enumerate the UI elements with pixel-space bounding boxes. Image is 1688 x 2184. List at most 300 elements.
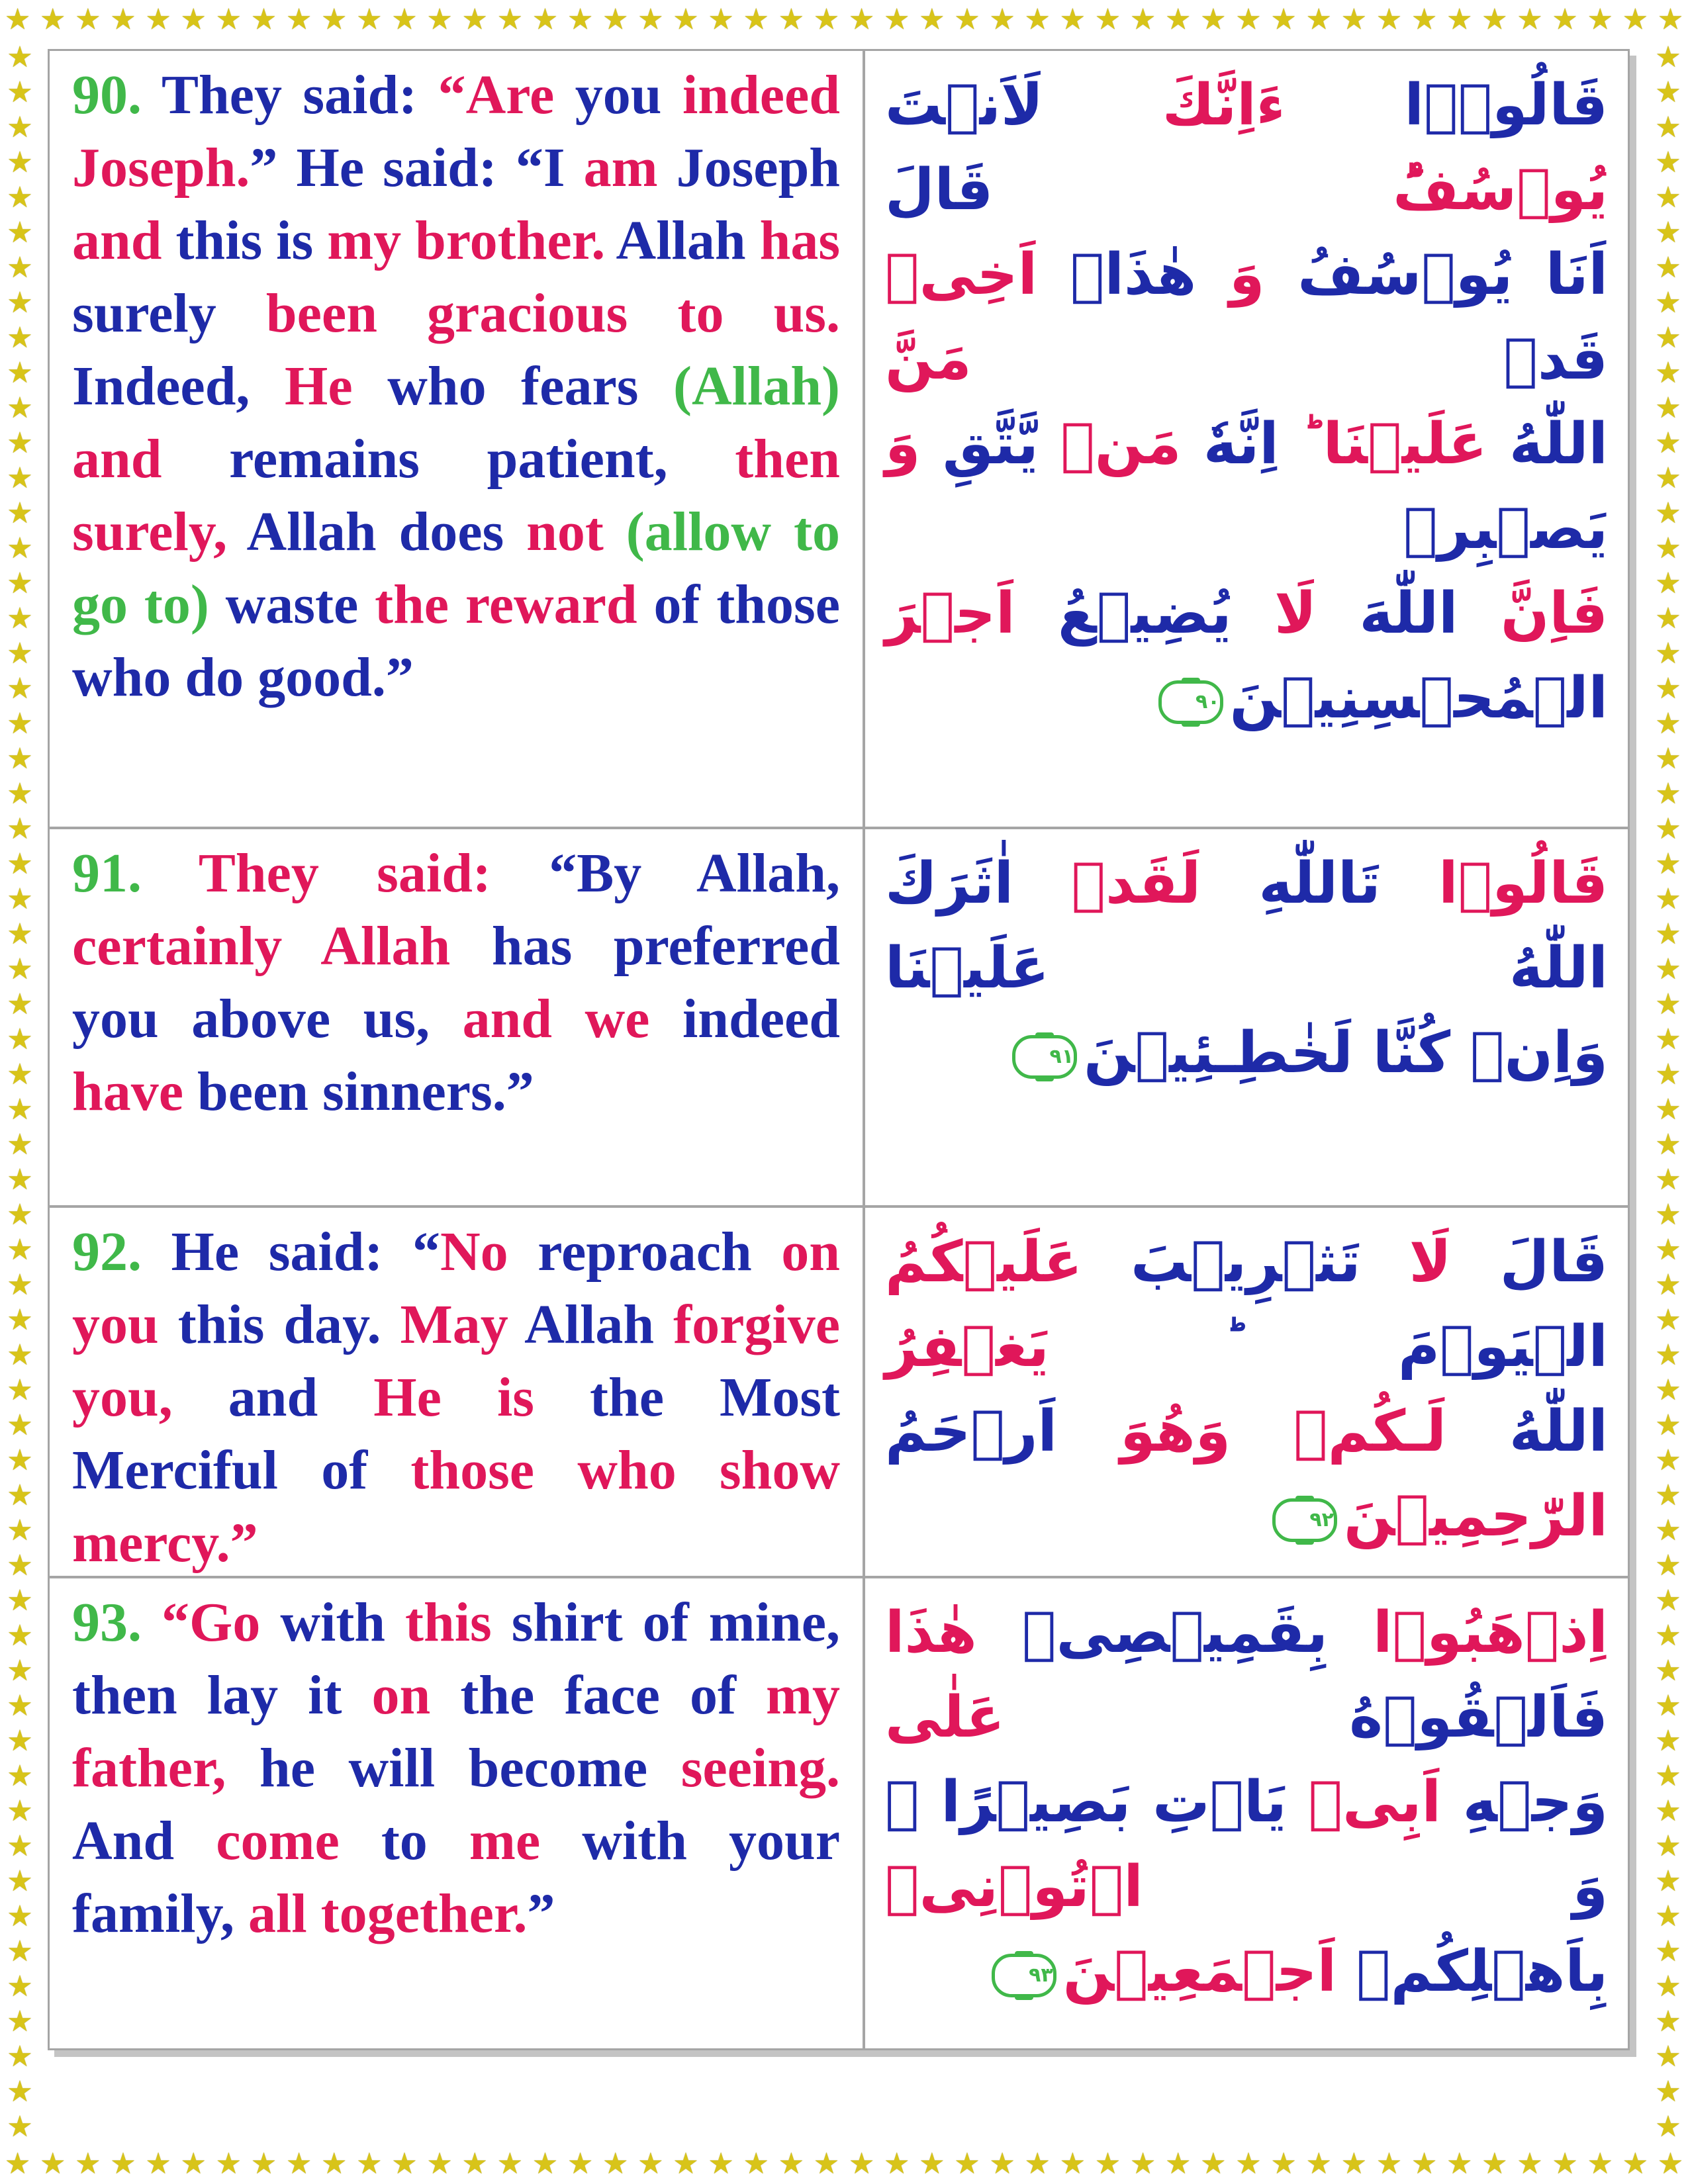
star-icon: ★ <box>1655 390 1681 425</box>
english-segment: not <box>526 501 604 563</box>
english-segment <box>282 915 320 977</box>
english-segment: who fears <box>352 355 674 417</box>
star-icon: ★ <box>637 2147 664 2181</box>
english-segment: has preferred you above us, <box>72 915 840 1050</box>
star-icon: ★ <box>7 952 33 986</box>
star-icon: ★ <box>7 1513 33 1547</box>
arabic-line <box>885 1220 1608 1389</box>
star-icon: ★ <box>426 3 453 36</box>
verse-end-marker: ٩٠ <box>1158 680 1223 724</box>
english-segment: ” <box>527 1883 555 1944</box>
english-segment: forgive you, <box>72 1294 840 1428</box>
english-segment: and <box>172 1367 374 1428</box>
star-icon: ★ <box>1200 3 1227 36</box>
star-icon: ★ <box>1655 987 1681 1021</box>
english-segment: shirt of mine, then lay it <box>72 1592 840 1726</box>
star-icon: ★ <box>883 2147 910 2181</box>
star-icon: ★ <box>1411 2147 1438 2181</box>
star-icon: ★ <box>743 2147 769 2181</box>
star-icon: ★ <box>7 1443 33 1477</box>
arabic-word: اٰثَرَكَ <box>885 850 1014 917</box>
star-icon: ★ <box>7 1829 33 1863</box>
english-segment: “By Allah, <box>491 842 840 904</box>
star-icon: ★ <box>7 180 33 214</box>
star-icon: ★ <box>285 3 312 36</box>
english-segment: Allah does <box>227 501 527 563</box>
star-icon: ★ <box>673 2147 699 2181</box>
english-segment: They said: <box>161 64 438 126</box>
english-segment: come <box>216 1810 340 1872</box>
star-icon: ★ <box>1655 461 1681 495</box>
star-icon: ★ <box>1622 2147 1649 2181</box>
verse-row <box>50 1576 1628 2048</box>
star-icon: ★ <box>250 2147 277 2181</box>
star-icon: ★ <box>7 145 33 179</box>
arabic-word: اَجۡمَعِيۡنَ <box>1062 1938 1337 2005</box>
star-icon: ★ <box>461 2147 488 2181</box>
star-icon: ★ <box>1059 3 1086 36</box>
star-icon: ★ <box>285 2147 312 2181</box>
star-icon: ★ <box>1481 2147 1508 2181</box>
arabic-word: اَجۡرَ <box>885 580 1015 647</box>
star-icon: ★ <box>1655 1829 1681 1863</box>
star-icon: ★ <box>1305 2147 1332 2181</box>
star-icon: ★ <box>1655 636 1681 670</box>
star-icon: ★ <box>7 285 33 320</box>
star-icon: ★ <box>1655 2004 1681 2038</box>
arabic-word: يَّتَّقِ <box>920 411 1039 477</box>
star-icon: ★ <box>1200 2147 1227 2181</box>
star-icon: ★ <box>848 3 875 36</box>
star-icon: ★ <box>1655 1899 1681 1933</box>
english-segment: Allah <box>508 1294 674 1355</box>
star-icon: ★ <box>1655 601 1681 635</box>
verse-number: 91. <box>72 842 142 904</box>
star-icon: ★ <box>1655 1197 1681 1232</box>
star-icon: ★ <box>1655 180 1681 214</box>
star-icon: ★ <box>1655 1758 1681 1793</box>
verse-number: 93. <box>72 1592 142 1653</box>
english-segment: He said: “ <box>171 1221 440 1283</box>
arabic-word: يَاۡتِ <box>1131 1769 1287 1835</box>
star-icon: ★ <box>356 3 383 36</box>
arabic-word: اَخِىۡ‌ <box>885 242 1038 308</box>
star-icon: ★ <box>39 2147 66 2181</box>
arabic-word: يُضِيۡعُ <box>1015 580 1232 647</box>
verse-number: 92. <box>72 1221 142 1283</box>
star-icon: ★ <box>1657 3 1684 36</box>
star-icon: ★ <box>7 110 33 144</box>
star-icon: ★ <box>1655 110 1681 144</box>
star-icon: ★ <box>1655 1127 1681 1161</box>
arabic-word: يُوۡسُفُ‌ؕ <box>993 157 1608 223</box>
star-icon: ★ <box>7 390 33 425</box>
arabic-word: الرّٰحِمِيۡنَ <box>1343 1483 1608 1549</box>
star-icon: ★ <box>1655 741 1681 776</box>
star-icon: ★ <box>1340 3 1368 36</box>
star-icon: ★ <box>883 3 910 36</box>
star-icon: ★ <box>1655 496 1681 530</box>
star-icon: ★ <box>1305 3 1332 36</box>
english-segment: They said: <box>198 842 491 904</box>
star-icon: ★ <box>496 3 524 36</box>
star-icon: ★ <box>1655 426 1681 460</box>
star-icon: ★ <box>1446 2147 1473 2181</box>
star-icon: ★ <box>7 1092 33 1126</box>
english-segment: indeed <box>649 988 840 1050</box>
star-icon: ★ <box>1655 1723 1681 1758</box>
star-icon: ★ <box>1655 811 1681 846</box>
star-icon: ★ <box>778 3 805 36</box>
arabic-word: يَغۡفِرُ <box>885 1314 1049 1380</box>
star-icon: ★ <box>7 496 33 530</box>
english-segment: the reward <box>375 574 637 635</box>
arabic-word: لَقَدۡ <box>1013 850 1201 917</box>
star-icon: ★ <box>1655 1548 1681 1582</box>
english-segment: me <box>469 1810 541 1872</box>
english-segment: with your family, <box>72 1810 840 1944</box>
star-icon: ★ <box>1587 2147 1613 2181</box>
star-icon: ★ <box>1655 250 1681 285</box>
english-segment: “Are <box>438 64 555 126</box>
star-icon: ★ <box>7 2039 33 2073</box>
arabic-line <box>885 1590 1608 1760</box>
english-translation-cell <box>50 51 865 827</box>
arabic-word: وَجۡهِ <box>1440 1769 1608 1835</box>
english-segment: then surely, <box>72 428 840 563</box>
arabic-word: لَخٰطِـئِيۡنَ <box>1084 1020 1353 1086</box>
star-icon: ★ <box>7 40 33 74</box>
star-icon: ★ <box>1655 2039 1681 2073</box>
arabic-word: عَلَيۡكُمُ <box>885 1229 1083 1295</box>
star-icon: ★ <box>7 1267 33 1302</box>
star-border-top <box>0 0 1688 40</box>
star-icon: ★ <box>989 2147 1015 2181</box>
arabic-word: بِاَهۡلِكُمۡ <box>1336 1938 1608 2005</box>
star-icon: ★ <box>7 987 33 1021</box>
star-icon: ★ <box>7 566 33 600</box>
arabic-word: هٰذَا <box>885 1600 977 1666</box>
verse-end-marker: ٩١ <box>1012 1035 1077 1079</box>
star-icon: ★ <box>7 846 33 881</box>
star-icon: ★ <box>1655 846 1681 881</box>
arabic-word: قَالَ <box>1451 1229 1608 1295</box>
english-segment: And <box>72 1810 216 1872</box>
english-segment: the face of <box>430 1664 767 1726</box>
star-icon: ★ <box>320 3 348 36</box>
star-icon: ★ <box>813 3 840 36</box>
star-icon: ★ <box>1655 1478 1681 1512</box>
verse-row <box>50 827 1628 1205</box>
star-icon: ★ <box>1655 145 1681 179</box>
star-icon: ★ <box>1655 40 1681 74</box>
english-segment: indeed Joseph. <box>72 64 840 199</box>
star-icon: ★ <box>1655 1583 1681 1617</box>
star-icon: ★ <box>1655 1513 1681 1547</box>
star-icon: ★ <box>7 1022 33 1056</box>
star-icon: ★ <box>461 3 488 36</box>
star-icon: ★ <box>7 1197 33 1232</box>
english-segment: May <box>400 1294 508 1355</box>
star-icon: ★ <box>7 811 33 846</box>
star-icon: ★ <box>1129 3 1156 36</box>
english-translation-cell <box>50 1208 865 1576</box>
english-segment: this is <box>162 210 328 271</box>
star-icon: ★ <box>637 3 664 36</box>
star-icon: ★ <box>1446 3 1473 36</box>
star-icon: ★ <box>1655 917 1681 951</box>
english-segment: all together. <box>248 1883 528 1944</box>
verse-row <box>50 1205 1628 1576</box>
english-segment: reproach <box>508 1221 782 1283</box>
english-segment: to <box>339 1810 469 1872</box>
star-icon: ★ <box>7 250 33 285</box>
arabic-word: اِنَّهٗ <box>1181 411 1279 477</box>
star-icon: ★ <box>7 461 33 495</box>
star-icon: ★ <box>1024 2147 1051 2181</box>
star-icon: ★ <box>1655 2109 1681 2144</box>
star-icon: ★ <box>426 2147 453 2181</box>
star-icon: ★ <box>110 2147 136 2181</box>
star-icon: ★ <box>7 671 33 705</box>
verse-end-marker: ٩٢ <box>1272 1498 1337 1542</box>
english-segment: remains patient, <box>162 428 735 490</box>
arabic-line <box>885 232 1608 402</box>
star-icon: ★ <box>1024 3 1051 36</box>
star-icon: ★ <box>7 1548 33 1582</box>
star-icon: ★ <box>7 1934 33 1968</box>
star-icon: ★ <box>1376 2147 1403 2181</box>
star-icon: ★ <box>7 1583 33 1617</box>
star-icon: ★ <box>602 3 629 36</box>
star-icon: ★ <box>1655 1408 1681 1442</box>
arabic-word: وَاِنۡ <box>1450 1020 1608 1086</box>
arabic-line <box>885 1389 1608 1559</box>
star-icon: ★ <box>7 1899 33 1933</box>
star-icon: ★ <box>1655 1688 1681 1723</box>
arabic-word: مَنَّ <box>885 326 972 392</box>
star-icon: ★ <box>7 215 33 250</box>
arabic-word: اَنَا <box>1513 242 1608 308</box>
star-icon: ★ <box>7 1232 33 1267</box>
star-icon: ★ <box>1655 1162 1681 1197</box>
star-icon: ★ <box>1411 3 1438 36</box>
arabic-text-cell <box>865 51 1628 827</box>
star-icon: ★ <box>7 601 33 635</box>
star-icon: ★ <box>1655 320 1681 355</box>
star-icon: ★ <box>1655 1864 1681 1898</box>
star-icon: ★ <box>1655 75 1681 109</box>
star-icon: ★ <box>4 3 31 36</box>
arabic-word: وَ <box>1196 242 1265 308</box>
star-icon: ★ <box>391 3 418 36</box>
english-text <box>72 1592 840 1944</box>
star-icon: ★ <box>708 2147 734 2181</box>
star-icon: ★ <box>39 3 66 36</box>
arabic-line <box>885 841 1608 1011</box>
english-segment: (Allah) <box>673 355 841 417</box>
star-icon: ★ <box>4 2147 31 2181</box>
arabic-text-cell <box>865 829 1628 1205</box>
arabic-word: يُوۡسُفُ <box>1264 242 1513 308</box>
arabic-line <box>885 63 1608 232</box>
star-icon: ★ <box>989 3 1015 36</box>
star-icon: ★ <box>1655 1653 1681 1688</box>
arabic-word: تَاللّٰهِ <box>1201 850 1381 917</box>
star-border-right <box>1648 40 1688 2144</box>
english-segment: Indeed, <box>72 355 285 417</box>
english-segment: He <box>285 355 353 417</box>
star-icon: ★ <box>1059 2147 1086 2181</box>
star-icon: ★ <box>1657 2147 1684 2181</box>
arabic-word: لَـكُمۡ‌ <box>1231 1398 1446 1465</box>
star-icon: ★ <box>215 2147 242 2181</box>
star-icon: ★ <box>7 320 33 355</box>
star-icon: ★ <box>602 2147 629 2181</box>
english-text <box>72 842 840 1122</box>
star-icon: ★ <box>320 2147 348 2181</box>
arabic-word: عَلٰى <box>885 1684 1005 1751</box>
star-icon: ★ <box>532 3 559 36</box>
star-icon: ★ <box>7 741 33 776</box>
english-segment: has <box>759 210 841 271</box>
arabic-word: اللّٰهُ <box>1049 935 1608 1001</box>
english-segment: Allah <box>320 915 451 977</box>
arabic-text-cell <box>865 1578 1628 2048</box>
star-icon: ★ <box>1655 2074 1681 2109</box>
arabic-word: لَا <box>1360 1229 1452 1295</box>
english-segment: Joseph <box>657 137 841 199</box>
arabic-word: وَهُوَ <box>1057 1398 1231 1465</box>
star-icon: ★ <box>1655 1794 1681 1828</box>
star-icon: ★ <box>1094 3 1121 36</box>
arabic-word: كُنَّا <box>1352 1020 1451 1086</box>
english-text <box>72 1221 840 1574</box>
arabic-word: قَالُوۡۤا <box>1285 72 1608 138</box>
star-icon: ★ <box>110 3 136 36</box>
star-icon: ★ <box>356 2147 383 2181</box>
star-icon: ★ <box>215 3 242 36</box>
arabic-word: وَ <box>1143 1854 1608 1920</box>
star-icon: ★ <box>743 3 769 36</box>
star-icon: ★ <box>7 1618 33 1653</box>
english-segment: this <box>405 1592 492 1653</box>
star-icon: ★ <box>813 2147 840 2181</box>
verse-row <box>50 51 1628 827</box>
english-segment: on you <box>72 1221 840 1355</box>
star-icon: ★ <box>7 1723 33 1758</box>
star-icon: ★ <box>7 1758 33 1793</box>
english-translation-cell <box>50 1578 865 2048</box>
english-segment: am <box>583 137 658 199</box>
arabic-word: يَصۡبِرۡ <box>1403 496 1608 562</box>
star-icon: ★ <box>1235 3 1262 36</box>
star-icon: ★ <box>7 426 33 460</box>
star-icon: ★ <box>7 355 33 390</box>
star-icon: ★ <box>919 2147 945 2181</box>
star-icon: ★ <box>7 1302 33 1337</box>
star-icon: ★ <box>567 2147 594 2181</box>
star-icon: ★ <box>1655 706 1681 741</box>
star-icon: ★ <box>1481 3 1508 36</box>
english-segment: “Go <box>162 1592 261 1653</box>
arabic-word: اَبِىۡ <box>1286 1769 1441 1835</box>
star-icon: ★ <box>1655 531 1681 565</box>
star-icon: ★ <box>1622 3 1649 36</box>
star-border-left <box>0 40 40 2144</box>
star-icon: ★ <box>1655 1057 1681 1091</box>
star-icon: ★ <box>1655 776 1681 811</box>
star-icon: ★ <box>1655 1618 1681 1653</box>
star-icon: ★ <box>180 3 207 36</box>
english-segment: on <box>371 1664 431 1726</box>
arabic-word: اۡتُوۡنِىۡ <box>885 1854 1143 1920</box>
arabic-word: تَثۡرِيۡبَ <box>1082 1229 1361 1295</box>
star-icon: ★ <box>7 75 33 109</box>
star-icon: ★ <box>954 2147 980 2181</box>
star-icon: ★ <box>145 2147 171 2181</box>
star-icon: ★ <box>7 776 33 811</box>
star-icon: ★ <box>1655 1092 1681 1126</box>
english-segment: been sinners.” <box>183 1061 534 1122</box>
star-icon: ★ <box>7 882 33 916</box>
arabic-line <box>885 656 1608 741</box>
star-icon: ★ <box>567 3 594 36</box>
star-icon: ★ <box>7 1373 33 1407</box>
star-border-bottom <box>0 2144 1688 2184</box>
english-segment: of those who do good.” <box>72 574 840 708</box>
star-icon: ★ <box>7 1864 33 1898</box>
star-icon: ★ <box>1340 2147 1368 2181</box>
star-icon: ★ <box>1655 1232 1681 1267</box>
star-icon: ★ <box>1129 2147 1156 2181</box>
star-icon: ★ <box>7 917 33 951</box>
star-icon: ★ <box>7 2004 33 2038</box>
arabic-word: هٰذَاۤ <box>1037 242 1197 308</box>
english-segment: you <box>554 64 682 126</box>
english-segment: and <box>72 210 162 271</box>
star-icon: ★ <box>1270 3 1297 36</box>
english-segment: those who show mercy.” <box>72 1439 840 1574</box>
arabic-word: لَا <box>1231 580 1317 647</box>
arabic-line <box>885 1760 1608 1929</box>
star-icon: ★ <box>1552 2147 1578 2181</box>
arabic-word: اِذۡهَبُوۡا <box>1327 1600 1608 1666</box>
star-icon: ★ <box>1655 355 1681 390</box>
star-icon: ★ <box>7 1338 33 1372</box>
star-icon: ★ <box>1655 952 1681 986</box>
english-segment: and <box>72 428 162 490</box>
star-icon: ★ <box>250 3 277 36</box>
star-icon: ★ <box>7 1057 33 1091</box>
english-segment: No <box>440 1221 508 1283</box>
star-icon: ★ <box>7 1162 33 1197</box>
arabic-text-cell <box>865 1208 1628 1576</box>
english-segment: and we <box>462 988 650 1050</box>
english-segment: certainly <box>72 915 283 977</box>
star-icon: ★ <box>1517 3 1543 36</box>
star-icon: ★ <box>1655 671 1681 705</box>
star-icon: ★ <box>7 1653 33 1688</box>
star-icon: ★ <box>7 1478 33 1512</box>
star-icon: ★ <box>1517 2147 1543 2181</box>
english-segment <box>604 501 626 563</box>
star-icon: ★ <box>496 2147 524 2181</box>
star-icon: ★ <box>1655 566 1681 600</box>
star-icon: ★ <box>1376 3 1403 36</box>
english-segment: He is <box>373 1367 534 1428</box>
arabic-word: قَدۡ <box>971 326 1608 392</box>
